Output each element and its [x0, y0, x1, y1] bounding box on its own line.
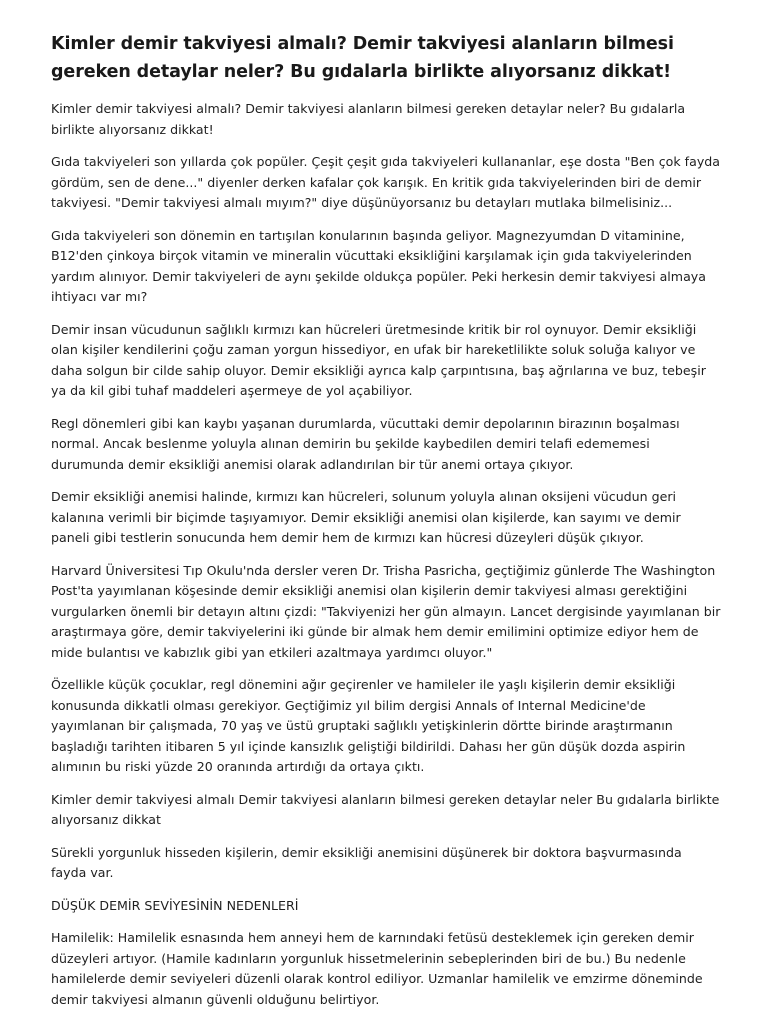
section-heading: DÜŞÜK DEMİR SEVİYESİNİN NEDENLERİ: [51, 897, 299, 913]
article-paragraph: Regl dönemleri gibi kan kaybı yaşanan durumlarda, vücuttaki demir depolarının birazının boşalması normal. Ancak beslenme yoluyla alınan demirin bu şekilde kaybedilen demiri telafi edememesi durumunda demir eksikliği anemisi olarak adlandırılan bir tür anemi ortaya çıkıyor.: [51, 415, 680, 472]
article: [51, 30, 721, 1022]
article-paragraph: Demir insan vücudunun sağlıklı kırmızı kan hücreleri üretmesinde kritik bir rol oynuyor. Demir eksikliği olan kişiler kendilerini çoğu zaman yorgun hissediyor, en ufak bir hareketlilikte soluk soluğa kalıyor ve daha solgun bir cilde sahip oluyor. Demir eksikliği ayrıca kalp çarpıntısına, baş ağrılarına ve buz, tebeşir ya da kil gibi tuhaf maddeleri aşermeye de yol açabiliyor.: [51, 321, 706, 398]
article-paragraph: Harvard Üniversitesi Tıp Okulu'nda dersler veren Dr. Trisha Pasricha, geçtiğimiz günlerde The Washington Post'ta yayımlanan köşesinde demir eksikliği anemisi olan kişilerin demir takviyesi alması gerektiğini vurgularken önemli bir detayın altını çizdi: "Takviyenizi her gün almayın. Lancet dergisinde yayımlanan bir araştırmaya göre, demir takviyelerini iki günde bir almak hem demir emilimini optimize ediyor hem de mide bulantısı ve kabızlık gibi yan etkileri azaltmaya yardımcı oluyor.": [51, 562, 721, 660]
article-paragraph: Kimler demir takviyesi almalı? Demir takviyesi alanların bilmesi gereken detaylar neler? Bu gıdalarla birlikte alıyorsanız dikkat!: [51, 101, 686, 137]
article-paragraph: Hamilelik: Hamilelik esnasında hem anneyi hem de karnındaki fetüsü desteklemek için gereken demir düzeyleri artıyor. (Hamile kadınların yorgunluk hissetmelerinin sebeplerinden biri de bu.) Bu nedenle hamilelerde demir seviyeleri düzenli olarak kontrol ediliyor. Uzmanlar hamilelik ve emzirme döneminde demir takviyesi almanın güvenli olduğunu belirtiyor.: [51, 930, 703, 1007]
article-paragraph: Kimler demir takviyesi almalı Demir takviyesi alanların bilmesi gereken detaylar neler Bu gıdalarla birlikte alıyorsanız dikkat: [51, 791, 720, 827]
article-paragraph: Gıda takviyeleri son yıllarda çok popüler. Çeşit çeşit gıda takviyeleri kullananlar, eşe dosta "Ben çok fayda gördüm, sen de dene..." diyenler derken kafalar çok karışık. En kritik gıda takviyelerinden biri de demir takviyesi. "Demir takviyesi almalı mıyım?" diye düşünüyorsanız bu detayları mutlaka bilmelisiniz...: [51, 154, 720, 210]
article-paragraph: Demir eksikliği anemisi halinde, kırmızı kan hücreleri, solunum yoluyla alınan oksijeni vücudun geri kalanına verimli bir biçimde taşıyamıyor. Demir eksikliği anemisi olan kişilerde, kan sayımı ve demir paneli gibi testlerin sonucunda hem demir hem de kırmızı kan hücresi düzeyleri düşük çıkıyor.: [51, 489, 681, 545]
article-paragraph: Sürekli yorgunluk hisseden kişilerin, demir eksikliği anemisini düşünerek bir doktora başvurmasında fayda var.: [51, 844, 682, 880]
article-paragraph: Özellikle küçük çocuklar, regl dönemini ağır geçirenler ve hamileler ile yaşlı kişilerin demir eksikliği konusunda dikkatli olması gerekiyor. Geçtiğimiz yıl bilim dergisi Annals of Internal Medicine'de yayımlanan bir çalışmada, 70 yaş ve üstü gruptaki sağlıklı yetişkinlerin dörtte birinde araştırmanın başladığı tarihten itibaren 5 yıl içinde kansızlık geliştiği bildirildi. Dahası her gün düşük dozda aspirin alımının bu riski yüzde 20 oranında artırdığı da ortaya çıktı.: [51, 677, 686, 774]
article-paragraph: Gıda takviyeleri son dönemin en tartışılan konularının başında geliyor. Magnezyumdan D vitaminine, B12'den çinkoya birçok vitamin ve mineralin vücuttaki eksikliğini karşılamak için gıda takviyelerinden yardım alınıyor. Demir takviyeleri de aynı şekilde oldukça popüler. Peki herkesin demir takviyesi almaya ihtiyacı var mı?: [51, 227, 706, 304]
article-title: Kimler demir takviyesi almalı? Demir takviyesi alanların bilmesi gereken detaylar neler? Bu gıdalarla birlikte alıyorsanız dikkat!: [51, 34, 674, 82]
